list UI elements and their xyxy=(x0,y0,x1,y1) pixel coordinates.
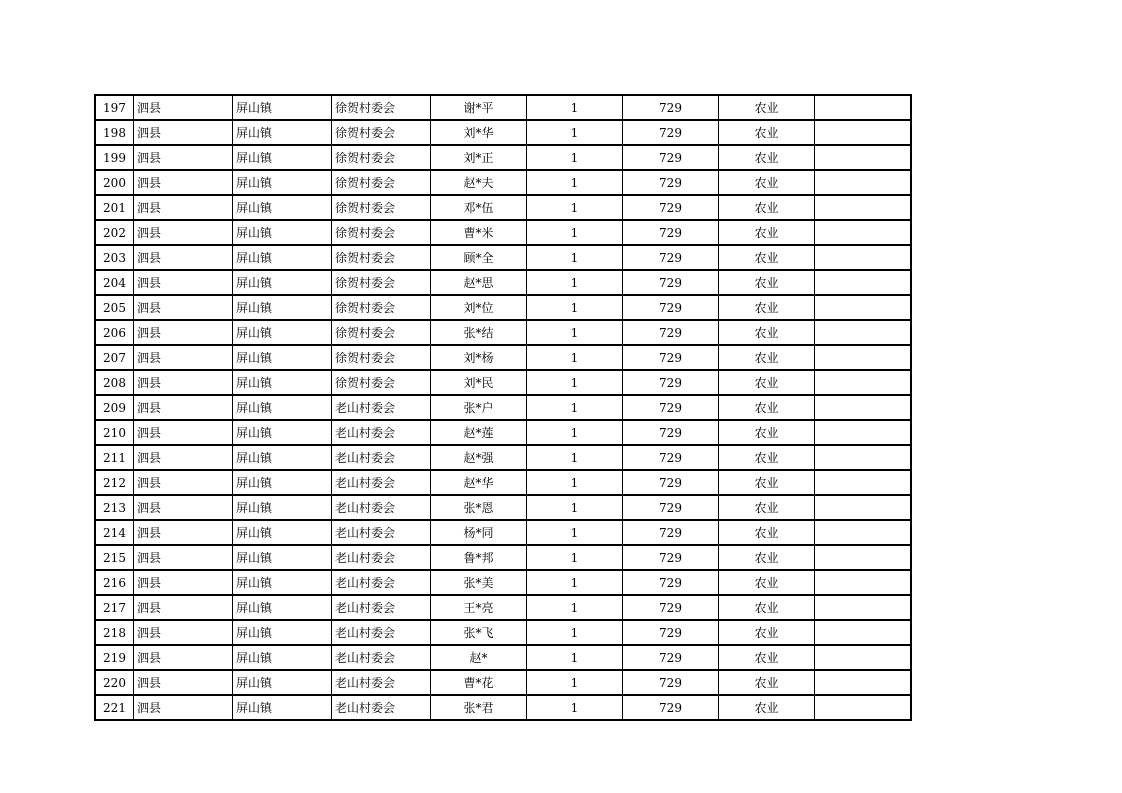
row-index-cell: 215 xyxy=(95,545,134,570)
type-cell: 农业 xyxy=(719,445,815,470)
name-cell: 张*飞 xyxy=(431,620,527,645)
table-row xyxy=(95,220,911,245)
town-cell: 屏山镇 xyxy=(233,645,332,670)
town-cell: 屏山镇 xyxy=(233,570,332,595)
type-cell: 农业 xyxy=(719,220,815,245)
row-index-cell: 202 xyxy=(95,220,134,245)
count-cell: 1 xyxy=(527,170,623,195)
county-cell: 泗县 xyxy=(134,220,233,245)
amount-cell: 729 xyxy=(623,620,719,645)
amount-cell: 729 xyxy=(623,570,719,595)
table-row xyxy=(95,195,911,220)
note-cell xyxy=(815,120,912,145)
amount-cell: 729 xyxy=(623,445,719,470)
table-row xyxy=(95,245,911,270)
name-cell: 邓*伍 xyxy=(431,195,527,220)
county-cell: 泗县 xyxy=(134,670,233,695)
village-cell: 徐贺村委会 xyxy=(332,170,431,195)
town-cell: 屏山镇 xyxy=(233,345,332,370)
count-cell: 1 xyxy=(527,120,623,145)
village-cell: 老山村委会 xyxy=(332,445,431,470)
note-cell xyxy=(815,270,912,295)
note-cell xyxy=(815,345,912,370)
county-cell: 泗县 xyxy=(134,545,233,570)
table-row xyxy=(95,120,911,145)
count-cell: 1 xyxy=(527,395,623,420)
row-index-cell: 199 xyxy=(95,145,134,170)
county-cell: 泗县 xyxy=(134,645,233,670)
row-index-cell: 220 xyxy=(95,670,134,695)
note-cell xyxy=(815,220,912,245)
name-cell: 刘*正 xyxy=(431,145,527,170)
table-row xyxy=(95,270,911,295)
note-cell xyxy=(815,570,912,595)
table-row xyxy=(95,495,911,520)
amount-cell: 729 xyxy=(623,670,719,695)
village-cell: 老山村委会 xyxy=(332,620,431,645)
amount-cell: 729 xyxy=(623,120,719,145)
note-cell xyxy=(815,645,912,670)
type-cell: 农业 xyxy=(719,95,815,120)
county-cell: 泗县 xyxy=(134,345,233,370)
county-cell: 泗县 xyxy=(134,395,233,420)
town-cell: 屏山镇 xyxy=(233,420,332,445)
count-cell: 1 xyxy=(527,520,623,545)
row-index-cell: 221 xyxy=(95,695,134,720)
type-cell: 农业 xyxy=(719,245,815,270)
type-cell: 农业 xyxy=(719,620,815,645)
count-cell: 1 xyxy=(527,370,623,395)
county-cell: 泗县 xyxy=(134,170,233,195)
note-cell xyxy=(815,670,912,695)
note-cell xyxy=(815,420,912,445)
town-cell: 屏山镇 xyxy=(233,295,332,320)
row-index-cell: 214 xyxy=(95,520,134,545)
row-index-cell: 211 xyxy=(95,445,134,470)
village-cell: 徐贺村委会 xyxy=(332,120,431,145)
amount-cell: 729 xyxy=(623,295,719,320)
county-cell: 泗县 xyxy=(134,695,233,720)
county-cell: 泗县 xyxy=(134,570,233,595)
amount-cell: 729 xyxy=(623,95,719,120)
county-cell: 泗县 xyxy=(134,520,233,545)
count-cell: 1 xyxy=(527,270,623,295)
amount-cell: 729 xyxy=(623,170,719,195)
county-cell: 泗县 xyxy=(134,495,233,520)
village-cell: 徐贺村委会 xyxy=(332,95,431,120)
type-cell: 农业 xyxy=(719,670,815,695)
row-index-cell: 203 xyxy=(95,245,134,270)
village-cell: 徐贺村委会 xyxy=(332,370,431,395)
county-cell: 泗县 xyxy=(134,320,233,345)
amount-cell: 729 xyxy=(623,470,719,495)
amount-cell: 729 xyxy=(623,245,719,270)
amount-cell: 729 xyxy=(623,345,719,370)
village-cell: 徐贺村委会 xyxy=(332,220,431,245)
amount-cell: 729 xyxy=(623,420,719,445)
amount-cell: 729 xyxy=(623,270,719,295)
village-cell: 老山村委会 xyxy=(332,670,431,695)
count-cell: 1 xyxy=(527,295,623,320)
count-cell: 1 xyxy=(527,495,623,520)
type-cell: 农业 xyxy=(719,645,815,670)
row-index-cell: 213 xyxy=(95,495,134,520)
row-index-cell: 218 xyxy=(95,620,134,645)
amount-cell: 729 xyxy=(623,645,719,670)
amount-cell: 729 xyxy=(623,520,719,545)
county-cell: 泗县 xyxy=(134,370,233,395)
name-cell: 赵*华 xyxy=(431,470,527,495)
county-cell: 泗县 xyxy=(134,270,233,295)
name-cell: 刘*杨 xyxy=(431,345,527,370)
type-cell: 农业 xyxy=(719,195,815,220)
type-cell: 农业 xyxy=(719,420,815,445)
row-index-cell: 198 xyxy=(95,120,134,145)
town-cell: 屏山镇 xyxy=(233,595,332,620)
amount-cell: 729 xyxy=(623,395,719,420)
town-cell: 屏山镇 xyxy=(233,320,332,345)
town-cell: 屏山镇 xyxy=(233,445,332,470)
count-cell: 1 xyxy=(527,145,623,170)
table-row xyxy=(95,470,911,495)
name-cell: 刘*位 xyxy=(431,295,527,320)
name-cell: 刘*民 xyxy=(431,370,527,395)
amount-cell: 729 xyxy=(623,145,719,170)
town-cell: 屏山镇 xyxy=(233,520,332,545)
village-cell: 老山村委会 xyxy=(332,495,431,520)
type-cell: 农业 xyxy=(719,345,815,370)
town-cell: 屏山镇 xyxy=(233,270,332,295)
type-cell: 农业 xyxy=(719,595,815,620)
village-cell: 徐贺村委会 xyxy=(332,345,431,370)
note-cell xyxy=(815,620,912,645)
row-index-cell: 216 xyxy=(95,570,134,595)
table-row xyxy=(95,620,911,645)
count-cell: 1 xyxy=(527,645,623,670)
type-cell: 农业 xyxy=(719,520,815,545)
row-index-cell: 207 xyxy=(95,345,134,370)
town-cell: 屏山镇 xyxy=(233,545,332,570)
count-cell: 1 xyxy=(527,670,623,695)
table-row xyxy=(95,345,911,370)
count-cell: 1 xyxy=(527,595,623,620)
table-row xyxy=(95,695,911,720)
count-cell: 1 xyxy=(527,345,623,370)
note-cell xyxy=(815,545,912,570)
type-cell: 农业 xyxy=(719,395,815,420)
count-cell: 1 xyxy=(527,695,623,720)
county-cell: 泗县 xyxy=(134,195,233,220)
town-cell: 屏山镇 xyxy=(233,695,332,720)
county-cell: 泗县 xyxy=(134,420,233,445)
village-cell: 徐贺村委会 xyxy=(332,270,431,295)
note-cell xyxy=(815,295,912,320)
type-cell: 农业 xyxy=(719,370,815,395)
row-index-cell: 205 xyxy=(95,295,134,320)
row-index-cell: 209 xyxy=(95,395,134,420)
village-cell: 徐贺村委会 xyxy=(332,245,431,270)
note-cell xyxy=(815,495,912,520)
note-cell xyxy=(815,145,912,170)
type-cell: 农业 xyxy=(719,470,815,495)
table-row xyxy=(95,670,911,695)
name-cell: 刘*华 xyxy=(431,120,527,145)
row-index-cell: 204 xyxy=(95,270,134,295)
table-row xyxy=(95,145,911,170)
town-cell: 屏山镇 xyxy=(233,170,332,195)
county-cell: 泗县 xyxy=(134,295,233,320)
count-cell: 1 xyxy=(527,570,623,595)
note-cell xyxy=(815,370,912,395)
county-cell: 泗县 xyxy=(134,620,233,645)
county-cell: 泗县 xyxy=(134,595,233,620)
town-cell: 屏山镇 xyxy=(233,195,332,220)
town-cell: 屏山镇 xyxy=(233,395,332,420)
village-cell: 老山村委会 xyxy=(332,470,431,495)
note-cell xyxy=(815,170,912,195)
row-index-cell: 210 xyxy=(95,420,134,445)
amount-cell: 729 xyxy=(623,320,719,345)
type-cell: 农业 xyxy=(719,695,815,720)
table-row xyxy=(95,395,911,420)
count-cell: 1 xyxy=(527,320,623,345)
name-cell: 赵*莲 xyxy=(431,420,527,445)
row-index-cell: 200 xyxy=(95,170,134,195)
village-cell: 徐贺村委会 xyxy=(332,195,431,220)
type-cell: 农业 xyxy=(719,295,815,320)
type-cell: 农业 xyxy=(719,170,815,195)
county-cell: 泗县 xyxy=(134,145,233,170)
county-cell: 泗县 xyxy=(134,120,233,145)
row-index-cell: 212 xyxy=(95,470,134,495)
note-cell xyxy=(815,195,912,220)
name-cell: 王*亮 xyxy=(431,595,527,620)
table-row xyxy=(95,170,911,195)
note-cell xyxy=(815,520,912,545)
village-cell: 老山村委会 xyxy=(332,520,431,545)
amount-cell: 729 xyxy=(623,370,719,395)
note-cell xyxy=(815,320,912,345)
count-cell: 1 xyxy=(527,95,623,120)
table-row xyxy=(95,445,911,470)
village-cell: 老山村委会 xyxy=(332,545,431,570)
town-cell: 屏山镇 xyxy=(233,245,332,270)
count-cell: 1 xyxy=(527,195,623,220)
table-row xyxy=(95,595,911,620)
type-cell: 农业 xyxy=(719,320,815,345)
note-cell xyxy=(815,445,912,470)
row-index-cell: 208 xyxy=(95,370,134,395)
table-row xyxy=(95,520,911,545)
amount-cell: 729 xyxy=(623,595,719,620)
data-table xyxy=(94,94,912,721)
town-cell: 屏山镇 xyxy=(233,370,332,395)
count-cell: 1 xyxy=(527,545,623,570)
type-cell: 农业 xyxy=(719,570,815,595)
table-row xyxy=(95,370,911,395)
table-row xyxy=(95,295,911,320)
count-cell: 1 xyxy=(527,245,623,270)
amount-cell: 729 xyxy=(623,545,719,570)
village-cell: 老山村委会 xyxy=(332,695,431,720)
amount-cell: 729 xyxy=(623,495,719,520)
village-cell: 老山村委会 xyxy=(332,595,431,620)
table-row xyxy=(95,545,911,570)
type-cell: 农业 xyxy=(719,545,815,570)
name-cell: 谢*平 xyxy=(431,95,527,120)
type-cell: 农业 xyxy=(719,495,815,520)
table-row xyxy=(95,320,911,345)
count-cell: 1 xyxy=(527,620,623,645)
count-cell: 1 xyxy=(527,445,623,470)
table-body xyxy=(95,95,911,720)
town-cell: 屏山镇 xyxy=(233,620,332,645)
name-cell: 张*结 xyxy=(431,320,527,345)
town-cell: 屏山镇 xyxy=(233,495,332,520)
name-cell: 张*户 xyxy=(431,395,527,420)
note-cell xyxy=(815,470,912,495)
village-cell: 徐贺村委会 xyxy=(332,145,431,170)
name-cell: 赵*强 xyxy=(431,445,527,470)
type-cell: 农业 xyxy=(719,145,815,170)
town-cell: 屏山镇 xyxy=(233,220,332,245)
note-cell xyxy=(815,595,912,620)
type-cell: 农业 xyxy=(719,120,815,145)
note-cell xyxy=(815,395,912,420)
town-cell: 屏山镇 xyxy=(233,470,332,495)
village-cell: 徐贺村委会 xyxy=(332,320,431,345)
name-cell: 赵* xyxy=(431,645,527,670)
name-cell: 曹*米 xyxy=(431,220,527,245)
county-cell: 泗县 xyxy=(134,95,233,120)
count-cell: 1 xyxy=(527,220,623,245)
name-cell: 鲁*邦 xyxy=(431,545,527,570)
county-cell: 泗县 xyxy=(134,445,233,470)
note-cell xyxy=(815,245,912,270)
name-cell: 曹*花 xyxy=(431,670,527,695)
table-row xyxy=(95,95,911,120)
village-cell: 老山村委会 xyxy=(332,420,431,445)
town-cell: 屏山镇 xyxy=(233,120,332,145)
village-cell: 徐贺村委会 xyxy=(332,295,431,320)
town-cell: 屏山镇 xyxy=(233,670,332,695)
row-index-cell: 217 xyxy=(95,595,134,620)
table-row xyxy=(95,420,911,445)
amount-cell: 729 xyxy=(623,195,719,220)
village-cell: 老山村委会 xyxy=(332,570,431,595)
table-row xyxy=(95,570,911,595)
village-cell: 老山村委会 xyxy=(332,645,431,670)
name-cell: 张*恩 xyxy=(431,495,527,520)
row-index-cell: 201 xyxy=(95,195,134,220)
name-cell: 张*君 xyxy=(431,695,527,720)
name-cell: 赵*夫 xyxy=(431,170,527,195)
county-cell: 泗县 xyxy=(134,470,233,495)
amount-cell: 729 xyxy=(623,695,719,720)
row-index-cell: 197 xyxy=(95,95,134,120)
amount-cell: 729 xyxy=(623,220,719,245)
note-cell xyxy=(815,695,912,720)
row-index-cell: 206 xyxy=(95,320,134,345)
county-cell: 泗县 xyxy=(134,245,233,270)
town-cell: 屏山镇 xyxy=(233,95,332,120)
row-index-cell: 219 xyxy=(95,645,134,670)
type-cell: 农业 xyxy=(719,270,815,295)
name-cell: 顾*全 xyxy=(431,245,527,270)
village-cell: 老山村委会 xyxy=(332,395,431,420)
count-cell: 1 xyxy=(527,470,623,495)
table-row xyxy=(95,645,911,670)
note-cell xyxy=(815,95,912,120)
name-cell: 张*美 xyxy=(431,570,527,595)
count-cell: 1 xyxy=(527,420,623,445)
name-cell: 赵*思 xyxy=(431,270,527,295)
name-cell: 杨*同 xyxy=(431,520,527,545)
town-cell: 屏山镇 xyxy=(233,145,332,170)
